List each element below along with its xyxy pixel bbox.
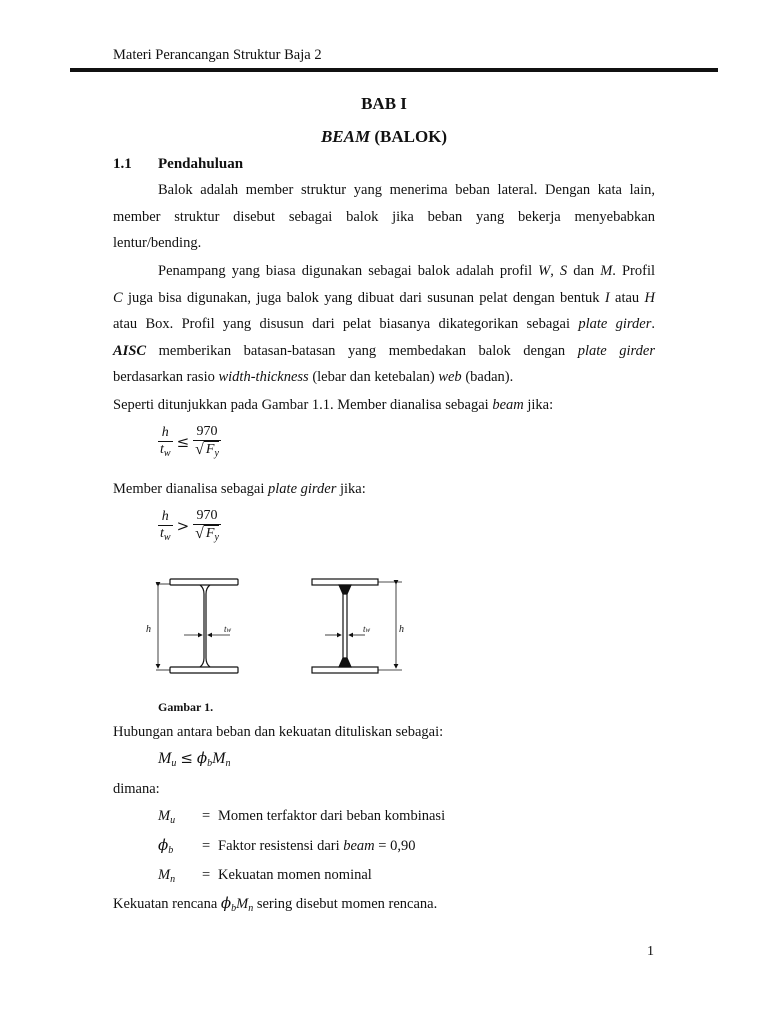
- p2-l3b: plate girder: [578, 316, 652, 332]
- closing-sentence: [113, 894, 437, 914]
- chapter-title-italic: BEAM: [320, 127, 371, 146]
- p2-line1: [113, 258, 655, 285]
- p2-l1f: M: [600, 263, 613, 279]
- paragraph-4: [113, 481, 366, 498]
- def2-text: Kekuatan momen nominal: [218, 867, 372, 883]
- sqrt-icon: √: [195, 441, 204, 458]
- f3-rhs-sub: n: [225, 758, 231, 769]
- def2-sub: n: [170, 874, 176, 885]
- left-tw-sub: w: [226, 626, 232, 634]
- f1-den: [158, 441, 173, 459]
- chapter-title: [0, 127, 768, 147]
- dimana-label: dimana:: [113, 781, 160, 797]
- p2-l2d: atau: [609, 289, 645, 306]
- definition-mn: [158, 867, 372, 885]
- p3-a: Seperti ditunjukkan pada Gambar 1.1. Member dianalisa sebagai: [113, 397, 493, 413]
- f1-rhs-den-sub: y: [214, 448, 219, 459]
- f2-lhs-fraction: [158, 509, 173, 543]
- f2-den: [158, 525, 173, 543]
- f1-rhs-den: [193, 440, 221, 459]
- last-m: M: [236, 896, 249, 912]
- p1-line1: Balok adalah member struktur yang menerima beban lateral. Dengan kata lain,: [158, 182, 655, 198]
- left-tw-t: t: [224, 624, 227, 634]
- p1-line3: lentur/bending.: [113, 235, 202, 251]
- p2-l3a: atau Box. Profil yang disusun dari pelat biasanya dikategorikan sebagai: [113, 316, 579, 332]
- f1-num: h: [161, 424, 169, 440]
- p2-line5: [113, 364, 655, 391]
- f2-rhs-fraction: [193, 508, 221, 543]
- f3-phi: ϕ: [196, 749, 208, 767]
- f3-rhs: M: [212, 750, 226, 767]
- p2-l1d: S: [559, 263, 568, 279]
- right-h-label: h: [399, 624, 404, 635]
- p3-b: beam: [492, 397, 524, 413]
- i-beam-figure: [140, 570, 430, 685]
- def1-text-c: = 0,90: [374, 838, 416, 854]
- p2-l2c: I: [604, 289, 610, 306]
- section-title: Pendahuluan: [158, 156, 244, 172]
- f2-rhs-den: [193, 524, 221, 543]
- p2-l5a: berdasarkan rasio: [113, 369, 219, 385]
- chapter-label: BAB I: [361, 94, 407, 113]
- def2-eq: =: [202, 867, 211, 883]
- f2-rhs-den-sub: y: [214, 532, 219, 543]
- right-tw-t: t: [363, 624, 366, 634]
- p2-line3: [113, 311, 655, 338]
- p2-l5d: web: [438, 369, 462, 385]
- f2-rhs-num: 970: [196, 508, 218, 523]
- p2-l5c: (lebar dan ketebalan): [308, 369, 439, 385]
- p2-l5b: width-thickness: [218, 369, 309, 385]
- p2-l3c: .: [651, 316, 655, 332]
- p4-a: Member dianalisa sebagai: [113, 481, 269, 497]
- p2-l4a: AISC: [113, 342, 147, 359]
- f2-rhs-den-f: F: [205, 526, 215, 541]
- formula-strength: [158, 749, 230, 769]
- def1-text-a: Faktor resistensi dari: [218, 838, 344, 854]
- p2-l4c: plate girder: [577, 342, 655, 359]
- left-tw-label: [224, 624, 231, 634]
- def1-sym: ϕ: [158, 836, 169, 854]
- f2-num: h: [161, 508, 169, 524]
- def2-sym: M: [158, 867, 171, 883]
- paragraph-2: [113, 258, 655, 391]
- p2-l1b: W: [538, 263, 551, 279]
- last-c: sering disebut momen rencana.: [253, 896, 438, 912]
- section-number: 1.1: [113, 156, 132, 172]
- p2-l1c: ,: [550, 263, 560, 279]
- f1-rhs-num: 970: [196, 424, 218, 439]
- definition-phib: [158, 836, 415, 856]
- sqrt-icon: √: [195, 525, 204, 542]
- f3-lhs: M: [158, 750, 172, 767]
- f3-op: ≤: [180, 749, 193, 767]
- def0-sym: M: [158, 808, 171, 824]
- right-tw-sub: w: [365, 626, 371, 634]
- f1-rhs-fraction: [193, 424, 221, 459]
- formula-beam-condition: [158, 424, 221, 459]
- p2-l1g: . Profil: [612, 263, 655, 279]
- f2-den-t: t: [160, 525, 164, 541]
- p2-l1e: dan: [567, 263, 601, 279]
- f1-lhs-fraction: [158, 425, 173, 459]
- def0-sub: u: [170, 815, 176, 826]
- p3-c: jika:: [523, 397, 554, 413]
- last-a: Kekuatan rencana: [113, 896, 221, 912]
- figure-caption: Gambar 1.: [158, 700, 214, 714]
- f1-rhs-den-f: F: [205, 442, 215, 457]
- def0-eq: =: [202, 808, 211, 824]
- p2-line4: [113, 338, 655, 365]
- formula-plate-girder-condition: [158, 508, 221, 543]
- f2-op: >: [176, 516, 190, 535]
- p2-l2a: C: [113, 289, 123, 306]
- p2-l4b: memberikan batasan-batasan yang membedakan balok dengan: [146, 342, 578, 359]
- last-phi-sub: b: [231, 903, 237, 914]
- f1-den-sub: w: [163, 447, 171, 459]
- left-h-label: h: [146, 624, 151, 635]
- p2-line2: [113, 285, 655, 312]
- p2-l1a: Penampang yang biasa digunakan sebagai balok adalah profil: [158, 263, 539, 279]
- header-rule: [70, 68, 718, 72]
- f2-den-sub: w: [163, 531, 171, 543]
- f1-den-t: t: [160, 441, 164, 457]
- def1-sub: b: [168, 845, 174, 856]
- def1-text-b: beam: [343, 838, 375, 854]
- f1-op: ≤: [176, 432, 190, 451]
- definition-mu: [158, 808, 445, 826]
- right-tw-label: [363, 624, 370, 634]
- def0-text: Momen terfaktor dari beban kombinasi: [218, 808, 446, 824]
- p2-l2e: H: [644, 289, 656, 306]
- running-header: Materi Perancangan Struktur Baja 2: [113, 47, 322, 63]
- p2-l5e: (badan).: [461, 369, 514, 385]
- f3-lhs-sub: u: [171, 758, 177, 769]
- last-m-sub: n: [248, 903, 254, 914]
- page-number: 1: [647, 944, 654, 959]
- f3-phi-sub: b: [207, 758, 213, 769]
- chapter-title-rest: (BALOK): [370, 127, 448, 146]
- p4-b: plate girder: [268, 481, 337, 497]
- p2-l2b: juga bisa digunakan, juga balok yang dibuat dari susunan pelat dengan bentuk: [122, 289, 605, 306]
- paragraph-5: Hubungan antara beban dan kekuatan dituliskan sebagai:: [113, 724, 444, 740]
- def1-eq: =: [202, 838, 211, 854]
- p1-line2: member struktur disebut sebagai balok jika beban yang bekerja menyebabkan: [113, 208, 655, 225]
- paragraph-1: [113, 177, 655, 257]
- p4-c: jika:: [336, 481, 366, 497]
- last-phi: ϕ: [220, 894, 232, 912]
- paragraph-3: [113, 397, 553, 414]
